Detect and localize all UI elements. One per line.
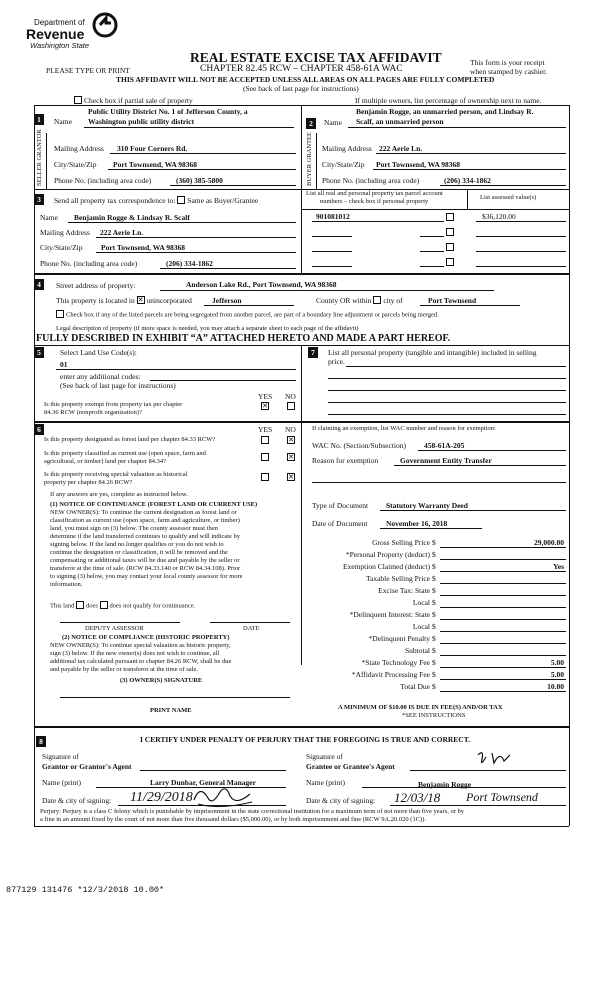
grantor-date: 11/29/2018 (130, 790, 193, 805)
seller-name-line (84, 127, 294, 128)
grantee-date-line (390, 805, 566, 806)
land-use-code: 01 (60, 360, 68, 369)
forest-q: Is this property designated as forest land per chapter 84.33 RCW? (44, 436, 216, 443)
notice-1-line: determine if the land transferred continues to qualify and will indicate by (50, 533, 241, 540)
grantee-name-label: Name (print) (306, 778, 345, 787)
certify: I CERTIFY UNDER PENALTY OF PERJURY THAT THE FOREGOING IS TRUE AND CORRECT. (140, 735, 471, 744)
parcel-line-3a (312, 251, 352, 252)
parcel-line-4b (420, 266, 444, 267)
grantee-date: 12/03/18 (394, 790, 441, 805)
grantee-sig-of: Signature of (306, 752, 343, 761)
notice-1-line: transferor at the time of sale. (RCW 84.33.140 or RCW 84.34.108). Prior (50, 565, 241, 572)
tax-line (440, 655, 566, 656)
parcel-line-3b (420, 251, 444, 252)
qualify-label: This land (50, 602, 75, 610)
city-line (420, 305, 520, 306)
seller-mail-line (110, 153, 296, 154)
grantor-sig-of: Signature of (42, 752, 79, 761)
sec6-no: NO (285, 425, 296, 434)
frame-bottom (34, 826, 569, 827)
sec5-no: NO (285, 392, 296, 401)
county-or (316, 296, 403, 305)
minimum-due: A MINIMUM OF $10.00 IS DUE IN FEE(S) AND/OR TAX (338, 704, 503, 711)
perjury-2: a fine in an amount fixed by the court of not more than five thousand dollars ($5,000.00), or by both imprisonment and fine (RCW 9A.20.020 (1C)). (40, 816, 427, 823)
logo-dept: Department of (34, 18, 85, 27)
rule-before-6 (34, 421, 569, 423)
sec3-mail-label: Mailing Address (40, 228, 90, 237)
land-use-label: Select Land Use Code(s): (60, 348, 137, 357)
exempt-no-checkbox[interactable] (287, 402, 297, 411)
reason-line-2 (312, 482, 566, 483)
dollar-sign: $ (432, 550, 436, 559)
sec3-name: Benjamin Rogge & Lindsay R. Scalf (74, 213, 190, 222)
buyer-side-rule (316, 133, 317, 189)
tax-line (440, 631, 566, 632)
deputy-assessor: DEPUTY ASSESSOR (85, 625, 144, 632)
tax-label: Excise Tax: State (378, 586, 430, 595)
sec3-mail: 222 Aerie Ln. (100, 228, 144, 237)
notice-2-text (50, 642, 231, 674)
tax-value: Yes (553, 562, 564, 571)
print-name-label: PRINT NAME (150, 707, 192, 714)
seller-city: Port Townsend, WA 98368 (113, 160, 198, 169)
street-line (160, 290, 494, 291)
buyer-name-label: Name (324, 118, 342, 127)
sec3-city-label: City/State/Zip (40, 243, 83, 252)
buyer-mail: 222 Aerie Ln. (379, 144, 423, 153)
dollar-sign: $ (432, 586, 436, 595)
tax-line (440, 667, 566, 668)
notice-2-title: (2) NOTICE OF COMPLIANCE (HISTORIC PROPERTY) (62, 634, 230, 641)
located-label: This property is located in (56, 296, 135, 305)
seller-phone-line (170, 185, 296, 186)
parcel-line-4a (312, 266, 352, 267)
seller-mail-label: Mailing Address (54, 144, 104, 153)
sec3-mail-line (96, 237, 296, 238)
wac-line (418, 450, 566, 451)
assessed-line-3 (476, 251, 566, 252)
parcel-checkbox-2[interactable] (446, 228, 456, 237)
dollar-sign: $ (432, 634, 436, 643)
street-label: Street address of property: (56, 281, 136, 290)
frame-right (569, 105, 570, 826)
sec3-phone: (206) 334-1862 (166, 259, 213, 268)
notice-1-line: information. (50, 581, 83, 588)
seller-side-label: SELLER GRANTOR (36, 129, 43, 186)
rule-before-8 (34, 726, 569, 728)
tax-label: Local (412, 622, 430, 631)
buyer-name-line (348, 127, 566, 128)
wac-number: 458-61A-205 (424, 441, 465, 450)
seller-city-label: City/State/Zip (54, 160, 97, 169)
dollar-sign: $ (432, 622, 436, 631)
grantee-date-label: Date & city of signing: (306, 796, 376, 805)
tax-line (440, 559, 566, 560)
doc-date: November 16, 2018 (386, 519, 448, 528)
pp-line-1 (346, 366, 566, 367)
buyer-side-label: BUYER GRANTEE (306, 132, 313, 186)
notice-1-line: signing below. If the land no longer qualifies or you do not wish to (50, 541, 224, 548)
sec5-see-back: (See back of last page for instructions) (60, 381, 176, 390)
personal-prop-1: List all personal property (tangible and intangible) included in selling (328, 348, 537, 357)
seller-phone-label: Phone No. (including area code) (54, 176, 152, 185)
unincorporated-label: unincorporated (146, 296, 192, 305)
segregated-label: Check box if any of the listed parcels are being segregated from another parcel, are part of a boundary line adjustment or parcels being merged. (66, 311, 439, 319)
current-use-yes-checkbox[interactable] (261, 453, 271, 462)
frame-left (34, 105, 35, 826)
notice-2-line: NEW OWNER(S): To continue special valuation as historic property, (50, 642, 231, 649)
same-as-buyer-label: Same as Buyer/Grantee (187, 196, 259, 205)
section-7-badge: 7 (308, 347, 318, 358)
historic-q2: property per chapter 84.26 RCW? (44, 479, 133, 486)
section-1-badge: 1 (34, 114, 44, 125)
send-label: Send all property tax correspondence to: (54, 196, 176, 205)
tax-line (440, 643, 566, 644)
owner-sig-line (60, 697, 290, 698)
pp-line-5 (328, 414, 566, 415)
buyer-mail-line (376, 153, 566, 154)
parcel-line-1 (312, 221, 444, 222)
warning-text: THIS AFFIDAVIT WILL NOT BE ACCEPTED UNLESS ALL AREAS ON ALL PAGES ARE FULLY COMPLETED (116, 75, 495, 84)
city-of-label: city of (383, 296, 403, 305)
exemption-reason: Government Entity Transfer (400, 456, 492, 465)
forest-yes-checkbox[interactable] (261, 436, 271, 445)
revenue-logo (18, 12, 128, 52)
exempt-q2: 84.36 RCW (nonprofit organization)? (44, 409, 142, 416)
sec3-divider (301, 189, 302, 273)
seller-name-2: Washington public utility district (88, 117, 195, 126)
tax-value: 10.00 (547, 682, 564, 691)
doc-date-line (380, 528, 482, 529)
grantor-sig-line (140, 770, 286, 771)
legal-description: Legal description of property (if more space is needed, you may attach a separate sheet to each page of the affidavit) (56, 325, 359, 332)
dollar-sign: $ (432, 598, 436, 607)
section-5-badge: 5 (34, 347, 44, 358)
sec3-name-line (68, 222, 296, 223)
segregated-checkbox[interactable] (56, 310, 64, 318)
additional-codes: enter any additional codes: (60, 372, 141, 381)
sec5-yes: YES (258, 392, 273, 401)
dollar-sign: $ (432, 670, 436, 679)
multiple-owners: If multiple owners, list percentage of ownership next to name. (355, 96, 542, 105)
street-address: Anderson Lake Rd., Port Townsend, WA 98368 (186, 280, 337, 289)
parcel-checkbox-1[interactable] (446, 213, 456, 222)
assessed-line-1 (476, 221, 566, 222)
exempt-q1: Is this property exempt from property tax per chapter (44, 401, 183, 408)
notice-2-line: and payable by the seller or transferor at the time of sale. (50, 666, 198, 673)
dollar-sign: $ (432, 682, 436, 691)
grantor-date-label: Date & city of signing: (42, 796, 112, 805)
partial-sale (74, 96, 193, 105)
cashier-stamp: 877129 131476 *12/3/2018 10.00* (6, 885, 165, 895)
grantee-name: Benjamin Rogge (418, 780, 472, 789)
grantor-agent-label: Grantor or Grantor's Agent (42, 762, 132, 771)
does-checkbox[interactable] (76, 601, 84, 609)
parcel-checkbox-4[interactable] (446, 258, 456, 267)
deputy-date: DATE (243, 625, 260, 632)
doc-type-line (380, 510, 566, 511)
grantee-city: Port Townsend (466, 790, 538, 804)
sec3-phone-line (160, 268, 296, 269)
dollar-sign: $ (432, 562, 436, 571)
sec3-phone-label: Phone No. (including area code) (40, 259, 138, 268)
tax-label: Gross Selling Price (372, 538, 430, 547)
seller-name-label: Name (54, 117, 72, 126)
owner-signature: (3) OWNER(S) SIGNATURE (120, 677, 203, 684)
tax-value: 5.00 (550, 658, 564, 667)
tax-line (440, 679, 566, 680)
buyer-phone-line (440, 185, 566, 186)
county-line (204, 305, 294, 306)
current-use-q2: agricultural, or timber) land per chapter 84.34? (44, 458, 167, 465)
current-use-no-checkbox[interactable]: ✕ (288, 453, 294, 462)
assessed-line-4 (476, 266, 566, 267)
sec3-city: Port Townsend, WA 98368 (101, 243, 186, 252)
sec5-7-divider (301, 345, 302, 665)
assessed-line-2 (476, 236, 566, 237)
form-title: REAL ESTATE EXCISE TAX AFFIDAVIT (190, 50, 442, 65)
segregated (56, 311, 439, 319)
notice-1-line: to signing (3) below, you may contact your local county assessor for more (50, 573, 243, 580)
notice-1-line: classification as current use (open space, farm and agriculture, or timber) (50, 517, 240, 524)
dollar-sign: $ (432, 646, 436, 655)
section-4-badge: 4 (34, 279, 44, 290)
doc-type-label: Type of Document (312, 501, 369, 510)
parcel-col-divider (467, 189, 468, 209)
please-type: PLEASE TYPE OR PRINT (46, 66, 130, 75)
pp-line-2 (328, 378, 566, 379)
perjury-text: Perjury: Perjury is a class C felony which is punishable by imprisonment in the state correctional institution for a maximum term of not more than five years, or by (40, 808, 465, 815)
notice-2-line: sign (3) below. If the new owner(s) does not wish to continue, all (50, 650, 220, 657)
tax-label: *Affidavit Processing Fee (351, 670, 430, 679)
section-6-badge: 6 (34, 424, 44, 435)
notice-1-line: compensating or additional taxes will be due and payable by the seller or (50, 557, 240, 564)
tax-label: *Personal Property (deduct) (345, 550, 430, 559)
buyer-city-label: City/State/Zip (322, 160, 365, 169)
parcel-header-2: numbers – check box if personal property (320, 198, 429, 205)
county-or-label: County OR within (316, 296, 372, 305)
grantee-signature-icon (470, 747, 530, 773)
seller-city-line (108, 169, 296, 170)
notice-1-title: (1) NOTICE OF CONTINUANCE (FOREST LAND OR CURRENT USE) (50, 501, 258, 508)
buyer-name-1: Benjamin Rogge, an unmarried person, and Lindsay R. (356, 107, 534, 116)
tax-line (440, 607, 566, 608)
buyer-phone: (206) 334-1862 (444, 176, 491, 185)
historic-yes-checkbox[interactable] (261, 473, 271, 482)
dollar-sign: $ (432, 538, 436, 547)
seller-buyer-divider (301, 105, 302, 189)
buyer-city-line (373, 169, 566, 170)
wa-logo-icon (92, 12, 118, 38)
pp-line-4 (328, 402, 566, 403)
buyer-mail-label: Mailing Address (322, 144, 372, 153)
sec3-city-line (96, 252, 296, 253)
parcel-checkbox-3[interactable] (446, 243, 456, 252)
fully-described: FULLY DESCRIBED IN EXHIBIT “A” ATTACHED HERETO AND MADE A PART HEREOF. (36, 333, 451, 344)
tax-label: *Delinquent Penalty (368, 634, 430, 643)
does-label: does (86, 602, 98, 610)
tax-label: Total Due (400, 682, 430, 691)
receipt-2: when stamped by cashier. (470, 67, 548, 76)
historic-q1: Is this property receiving special valuation as historical (44, 471, 188, 478)
send-correspondence (54, 196, 258, 205)
reason-line (394, 465, 566, 466)
grantee-agent-label: Grantee or Grantee's Agent (306, 762, 395, 771)
notice-1-line: NEW OWNER(S): To continue the current designation as forest land or (50, 509, 237, 516)
tax-label: Exemption Claimed (deduct) (342, 562, 430, 571)
tax-line (440, 583, 566, 584)
same-as-buyer-checkbox[interactable] (177, 196, 185, 204)
sec3-name-label: Name (40, 213, 58, 222)
tax-line (440, 595, 566, 596)
tax-line (440, 691, 566, 692)
tax-value: 5.00 (550, 670, 564, 679)
dollar-sign: $ (432, 574, 436, 583)
grantor-name: Larry Dunbar, General Manager (150, 778, 256, 787)
grantor-name-label: Name (print) (42, 778, 81, 787)
current-use-q1: Is this property classified as current use (open space, farm and (44, 450, 206, 457)
unincorporated-checkbox[interactable]: ✕ (137, 296, 144, 305)
parcel-line-2b (420, 236, 444, 237)
county-name: Jefferson (212, 296, 242, 305)
tax-label: Subtotal (404, 646, 430, 655)
assessed-value: $36,120.00 (482, 212, 516, 221)
tax-line (440, 619, 566, 620)
dollar-sign: $ (432, 658, 436, 667)
does-not-label: does not qualify for continuance. (109, 602, 196, 610)
exemption-header: If claiming an exemption, list WAC number and reason for exemption: (312, 425, 496, 432)
doc-date-label: Date of Document (312, 519, 368, 528)
parcel-header-1: List all real and personal property tax parcel account (306, 190, 443, 197)
personal-prop-2: price. (328, 357, 345, 366)
date-line (210, 622, 290, 623)
tax-label: Local (412, 598, 430, 607)
rule-after-3 (34, 273, 569, 275)
buyer-phone-label: Phone No. (including area code) (322, 176, 420, 185)
buyer-city: Port Townsend, WA 98368 (376, 160, 461, 169)
partial-sale-checkbox[interactable] (74, 96, 82, 104)
logo-state: Washington State (30, 41, 90, 50)
notice-1-text (50, 509, 243, 589)
city-checkbox[interactable] (373, 296, 381, 304)
tax-value: 29,000.00 (534, 538, 564, 547)
exempt-yes-checkbox[interactable]: ✕ (262, 402, 268, 411)
section-3-badge: 3 (34, 194, 44, 205)
parcel-line-2a (312, 236, 352, 237)
wac-label: WAC No. (Section/Subsection) (312, 441, 406, 450)
grantor-date-line (118, 805, 286, 806)
sec6-yes: YES (258, 425, 273, 434)
see-back: (See back of last page for instructions) (243, 84, 359, 93)
perjury-1 (40, 808, 464, 815)
grantee-name-line (362, 787, 566, 788)
tax-line (440, 547, 566, 548)
see-instructions: *SEE INSTRUCTIONS (402, 712, 466, 719)
logo-revenue: Revenue (26, 26, 85, 42)
section-2-badge: 2 (306, 118, 316, 129)
assessed-header: List assessed value(s) (480, 194, 537, 201)
notice-2-line: additional tax calculated pursuant to chapter 84.26 RCW, shall be due (50, 658, 232, 665)
forest-no-checkbox[interactable]: ✕ (288, 436, 294, 445)
section-8-badge: 8 (36, 736, 46, 747)
reason-label: Reason for exemption (312, 456, 379, 465)
notice-1-line: land, you must sign on (3) below. The county assessor must then (50, 525, 218, 532)
land-use-line (56, 369, 296, 370)
tax-line (440, 571, 566, 572)
parcel-number: 901081012 (316, 212, 350, 221)
seller-side-rule (46, 133, 47, 189)
chapter-ref: CHAPTER 82.45 RCW – CHAPTER 458-61A WAC (200, 64, 403, 74)
doc-type: Statutory Warranty Deed (386, 501, 468, 510)
deputy-line (60, 622, 180, 623)
any-yes: If any answers are yes, complete as instructed below. (50, 491, 188, 498)
dollar-sign: $ (432, 610, 436, 619)
tax-label: Taxable Selling Price (365, 574, 430, 583)
does-not-checkbox[interactable] (100, 601, 108, 609)
qualify-line (50, 602, 195, 610)
notice-1-line: continue the designation or classification, it will be removed and the (50, 549, 228, 556)
tax-label: *State Technology Fee (361, 658, 430, 667)
historic-no-checkbox[interactable]: ✕ (288, 473, 294, 482)
city-name: Port Townsend (428, 296, 477, 305)
seller-phone: (360) 385-5800 (176, 176, 223, 185)
located-in (56, 296, 192, 305)
pp-line-3 (328, 390, 566, 391)
receipt-1: This form is your receipt (470, 58, 545, 67)
seller-mail: 310 Four Corners Rd. (117, 144, 188, 153)
tax-label: *Delinquent Interest: State (349, 610, 430, 619)
partial-sale-label: Check box if partial sale of property (84, 96, 193, 105)
seller-name-1: Public Utility District No. 1 of Jefferson County, a (88, 107, 248, 116)
parcel-header-rule (301, 209, 569, 210)
buyer-name-2: Scalf, an unmarried person (356, 117, 444, 126)
